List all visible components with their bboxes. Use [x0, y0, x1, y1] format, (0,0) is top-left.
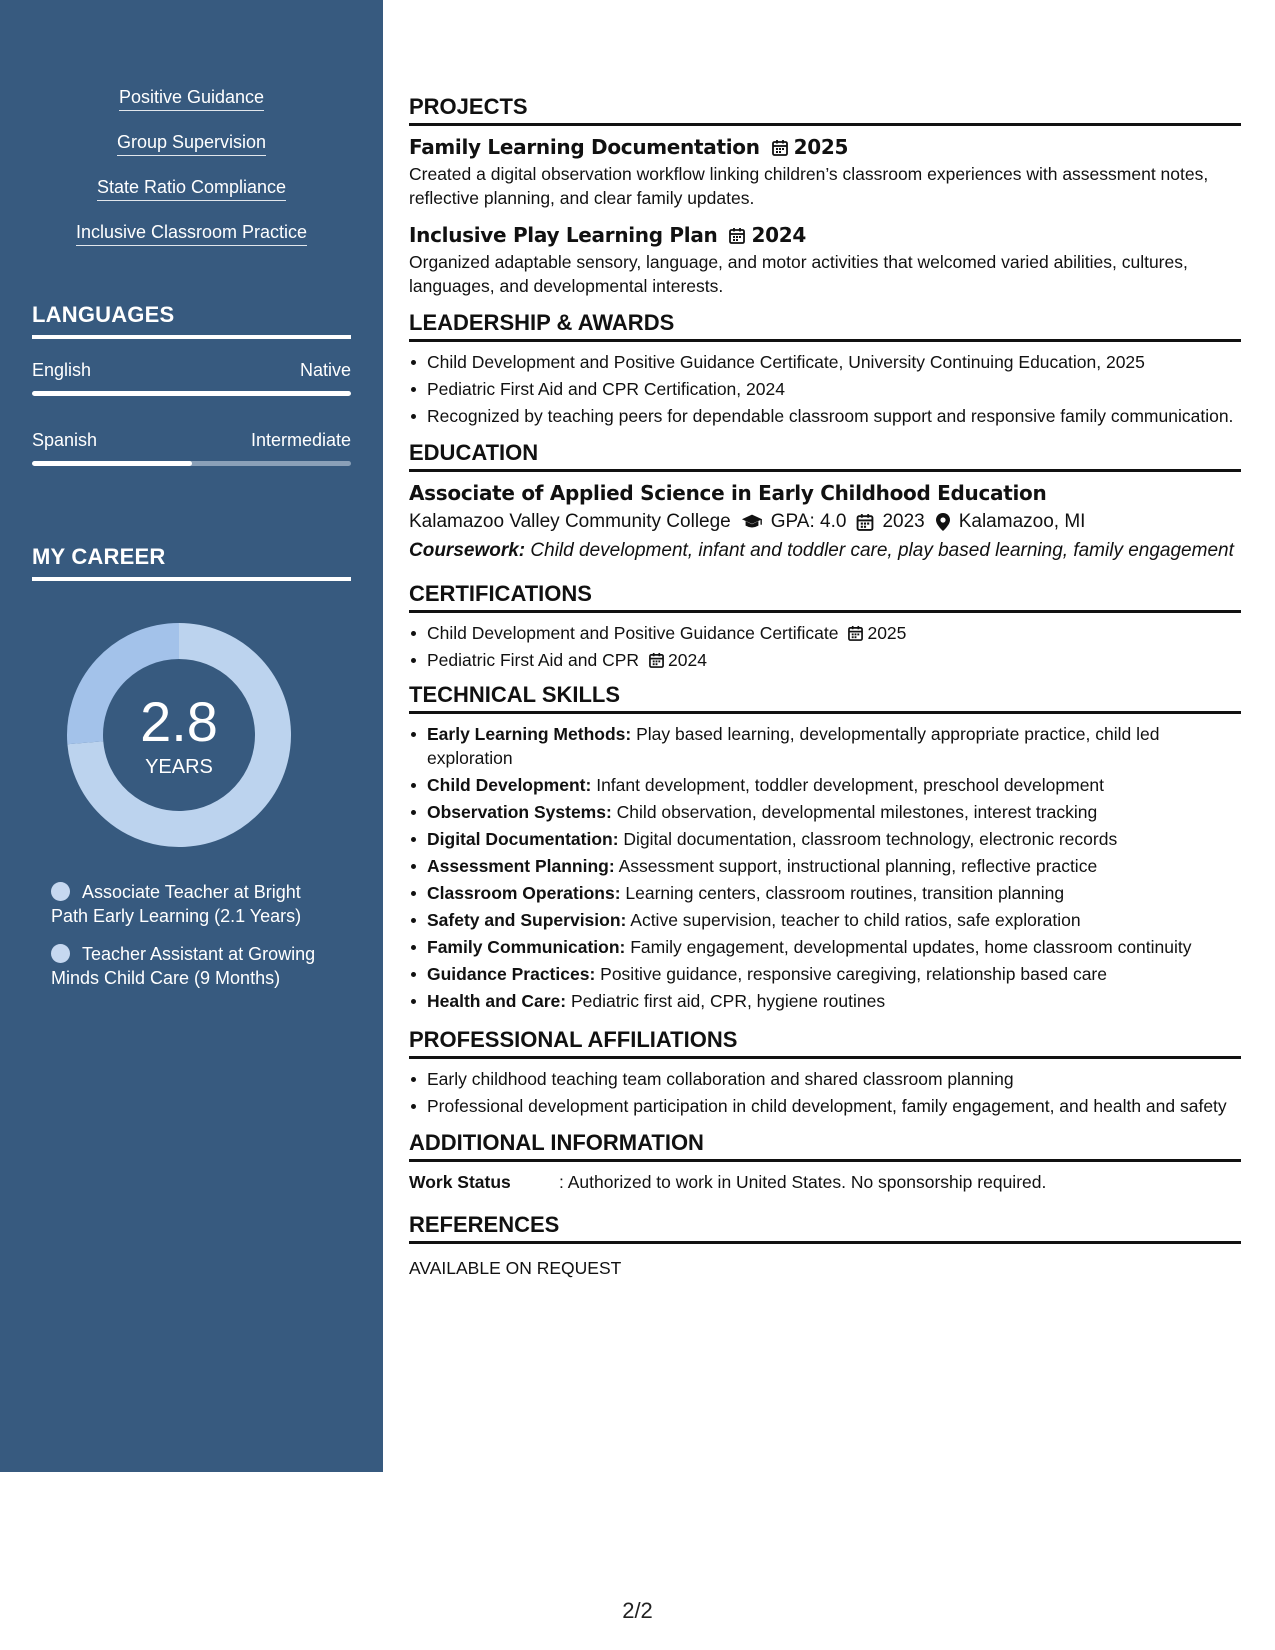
section-title: EDUCATION — [409, 440, 1241, 472]
skill-links — [0, 86, 383, 266]
project-title — [409, 134, 1241, 160]
list-item — [409, 827, 1241, 851]
certification-name: Pediatric First Aid and CPR — [427, 650, 640, 670]
career-item-label: Associate Teacher at Bright Path Early Learning (2.1 Years) — [51, 882, 302, 926]
career-total-unit: YEARS — [145, 756, 213, 778]
project-name: Inclusive Play Learning Plan — [409, 223, 718, 247]
project-description: Organized adaptable sensory, language, and motor activities that welcomed varied abilities, cultures, languages, and developmental interests. — [409, 252, 1188, 296]
coursework-text: Child development, infant and toddler care, play based learning, family engagement — [530, 540, 1234, 561]
list-item — [409, 908, 1241, 932]
language-name: English — [32, 360, 92, 380]
education-degree: Associate of Applied Science in Early Childhood Education — [409, 481, 1047, 505]
list-item — [409, 800, 1241, 824]
language-bar — [32, 391, 351, 396]
additional-info-section — [409, 1130, 1241, 1194]
skill-category: Guidance Practices: — [427, 964, 596, 984]
list-item — [409, 773, 1241, 797]
skill-value: Assessment support, instructional planning, reflective practice — [618, 856, 1098, 876]
education-gpa: GPA: 4.0 — [770, 511, 847, 532]
references-text: AVAILABLE ON REQUEST — [409, 1258, 622, 1278]
career-dot-icon — [51, 944, 70, 963]
list-item: Professional development participation in child development, family engagement, and health and safety — [409, 1094, 1241, 1118]
list-item — [409, 854, 1241, 878]
calendar-icon — [649, 652, 664, 668]
work-status-value: : Authorized to work in United States. No sponsorship required. — [559, 1172, 1047, 1192]
career-donut — [66, 622, 292, 848]
project-year: 2024 — [751, 223, 806, 247]
education-coursework — [409, 539, 1241, 563]
section-title: CERTIFICATIONS — [409, 581, 1241, 613]
skill-category: Child Development: — [427, 775, 592, 795]
section-title: ADDITIONAL INFORMATION — [409, 1130, 1241, 1162]
skill-category: Safety and Supervision: — [427, 910, 627, 930]
certification-year: 2025 — [867, 623, 907, 643]
language-english — [32, 359, 351, 396]
calendar-icon — [729, 227, 745, 244]
skill-category: Observation Systems: — [427, 802, 612, 822]
list-item: Pediatric First Aid and CPR Certification, 2024 — [409, 377, 1241, 401]
list-item: Recognized by teaching peers for dependable classroom support and responsive family communication. — [409, 404, 1241, 428]
education-location: Kalamazoo, MI — [958, 511, 1086, 532]
sidebar — [0, 0, 383, 1472]
project-title — [409, 222, 1241, 248]
section-title: LEADERSHIP & AWARDS — [409, 310, 1241, 342]
calendar-icon — [848, 625, 863, 641]
career-list — [51, 880, 331, 1004]
work-status-label: Work Status — [409, 1172, 511, 1192]
language-spanish — [32, 429, 351, 466]
list-item: Child Development and Positive Guidance Certificate, University Continuing Education, 2025 — [409, 350, 1241, 374]
certifications-section — [409, 581, 1241, 672]
page-number: 2/2 — [622, 1598, 653, 1623]
skill-link[interactable]: Positive Guidance — [119, 86, 264, 111]
technical-skills-list — [409, 722, 1241, 1013]
project-name: Family Learning Documentation — [409, 135, 760, 159]
coursework-label: Coursework: — [409, 540, 526, 561]
skill-link[interactable]: Inclusive Classroom Practice — [76, 221, 307, 246]
career-heading: MY CAREER — [32, 544, 351, 581]
references-section — [409, 1212, 1241, 1280]
skill-value: Family engagement, developmental updates, home classroom continuity — [630, 937, 1192, 957]
career-total-value: 2.8 — [140, 690, 218, 753]
certification-year: 2024 — [668, 650, 707, 670]
affiliations-list — [409, 1067, 1241, 1118]
main-content — [409, 94, 1241, 1292]
skill-category: Assessment Planning: — [427, 856, 615, 876]
skill-link[interactable]: State Ratio Compliance — [97, 176, 286, 201]
career-item — [51, 942, 331, 990]
section-title: REFERENCES — [409, 1212, 1241, 1244]
skill-category: Early Learning Methods: — [427, 724, 632, 744]
education-details — [409, 508, 1241, 536]
technical-skills-section — [409, 682, 1241, 1013]
graduation-cap-icon — [741, 513, 763, 531]
list-item — [409, 621, 1241, 645]
education-section — [409, 440, 1241, 563]
career-dot-icon — [51, 882, 70, 901]
list-item — [409, 722, 1241, 770]
skill-value: Play based learning, developmentally appropriate practice, child led exploration — [427, 724, 1160, 768]
projects-section — [409, 94, 1241, 298]
skill-category: Digital Documentation: — [427, 829, 619, 849]
leadership-section — [409, 310, 1241, 428]
skill-category: Health and Care: — [427, 991, 567, 1011]
list-item — [409, 962, 1241, 986]
calendar-icon — [856, 513, 874, 531]
language-name: Spanish — [32, 430, 98, 450]
location-pin-icon — [935, 513, 951, 531]
languages-heading: LANGUAGES — [32, 302, 351, 339]
skill-value: Child observation, developmental milestones, interest tracking — [616, 802, 1098, 822]
section-title: PROJECTS — [409, 94, 1241, 126]
skill-value: Infant development, toddler development, preschool development — [596, 775, 1105, 795]
affiliations-section — [409, 1027, 1241, 1118]
section-title: TECHNICAL SKILLS — [409, 682, 1241, 714]
education-school: Kalamazoo Valley Community College — [409, 511, 731, 532]
language-level: Native — [299, 360, 351, 380]
list-item — [409, 989, 1241, 1013]
skill-value: Active supervision, teacher to child ratios, safe exploration — [630, 910, 1081, 930]
language-level: Intermediate — [250, 430, 351, 450]
skill-value: Positive guidance, responsive caregiving, relationship based care — [600, 964, 1107, 984]
skill-link[interactable]: Group Supervision — [117, 131, 266, 156]
calendar-icon — [772, 139, 788, 156]
language-bar-fill — [32, 391, 351, 396]
skill-category: Classroom Operations: — [427, 883, 621, 903]
project-description: Created a digital observation workflow linking children’s classroom experiences with assessment notes, reflective planning, and clear family updates. — [409, 164, 1209, 208]
education-year: 2023 — [882, 511, 925, 532]
list-item — [409, 935, 1241, 959]
skill-category: Family Communication: — [427, 937, 626, 957]
language-bar — [32, 461, 351, 466]
skill-value: Digital documentation, classroom technology, electronic records — [623, 829, 1118, 849]
certifications-list — [409, 621, 1241, 672]
skill-value: Pediatric first aid, CPR, hygiene routines — [570, 991, 886, 1011]
list-item — [409, 881, 1241, 905]
section-title: PROFESSIONAL AFFILIATIONS — [409, 1027, 1241, 1059]
career-item-label: Teacher Assistant at Growing Minds Child Care (9 Months) — [51, 944, 316, 988]
skill-value: Learning centers, classroom routines, transition planning — [625, 883, 1065, 903]
certification-name: Child Development and Positive Guidance Certificate — [427, 623, 839, 643]
language-bar-fill — [32, 461, 192, 466]
list-item — [409, 648, 1241, 672]
project-year: 2025 — [793, 135, 849, 159]
work-status-row — [409, 1170, 1241, 1194]
list-item: Early childhood teaching team collaboration and shared classroom planning — [409, 1067, 1241, 1091]
leadership-list — [409, 350, 1241, 428]
career-item — [51, 880, 331, 928]
